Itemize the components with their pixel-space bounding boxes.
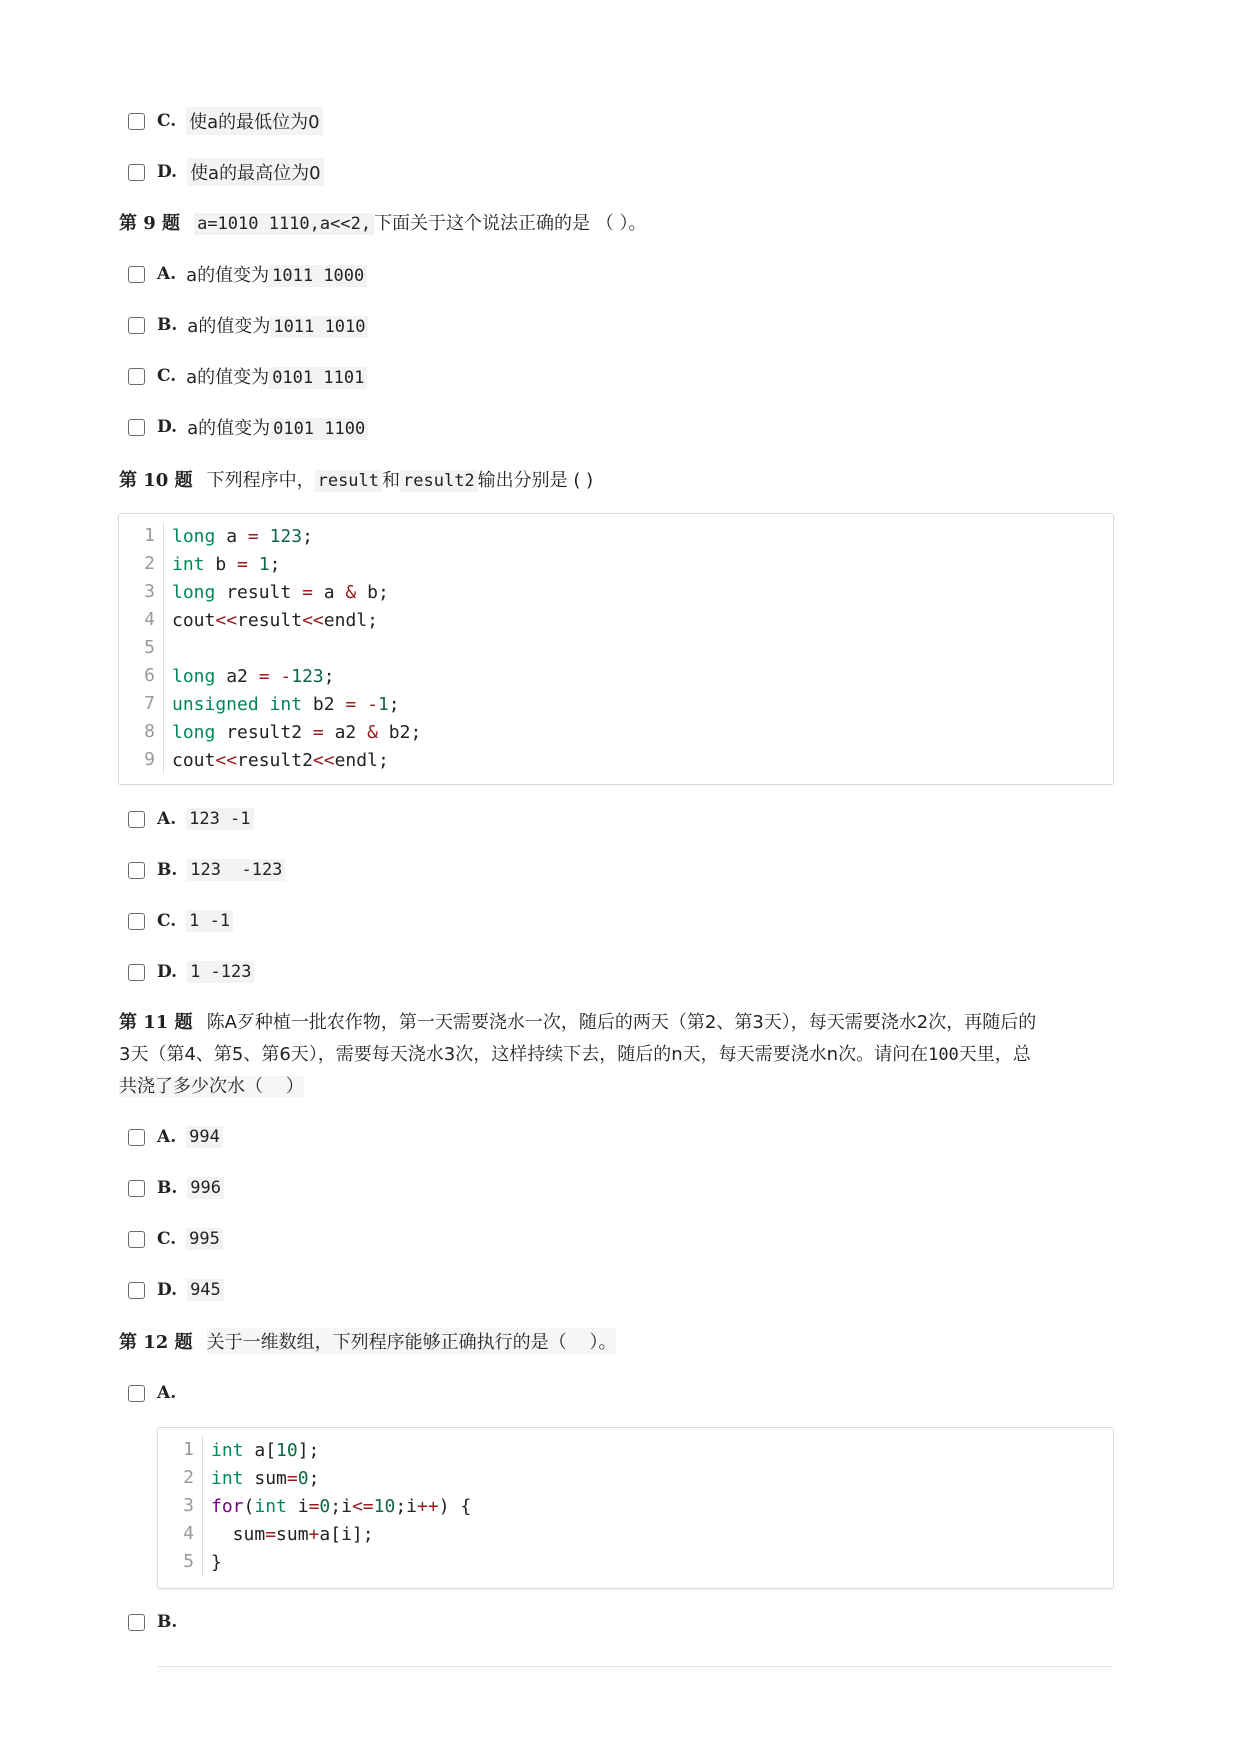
option-text (187, 312, 368, 338)
checkbox[interactable] (128, 368, 145, 385)
checkbox[interactable] (128, 964, 145, 981)
option-code: 1 -123 (187, 961, 254, 983)
code-text: long a2 = -123; (172, 665, 335, 687)
code-lines (119, 522, 421, 774)
code-text: int a[10]; (211, 1439, 320, 1461)
q10-heading (119, 465, 593, 493)
q10-option-a[interactable] (128, 806, 254, 832)
checkbox[interactable] (128, 113, 145, 130)
code-text: unsigned int b2 = -1; (172, 693, 400, 715)
checkbox[interactable] (128, 317, 145, 334)
checkbox[interactable] (128, 1129, 145, 1146)
option-letter: C. (157, 366, 177, 386)
q8-option-d[interactable] (128, 159, 324, 185)
question-number: 第 9 题 (119, 213, 181, 234)
question-number: 第 12 题 (119, 1332, 193, 1353)
option-text: 使a的最高位为0 (187, 158, 323, 186)
option-code: 994 (186, 1126, 223, 1148)
line-number: 8 (119, 718, 164, 746)
question-text (194, 209, 646, 235)
q9-heading (119, 208, 647, 236)
option-letter: A. (157, 809, 177, 829)
checkbox[interactable] (128, 164, 145, 181)
q10-option-c[interactable] (128, 908, 233, 934)
code-line (158, 1492, 471, 1520)
code-text: cout<<result<<endl; (172, 609, 378, 631)
question-text-part: 陈A歹种植一批农作物，第一天需要浇水一次，随后的两天（第2、第3天），每天需要浇水2次，再随后的 (206, 1012, 1037, 1033)
code-text: sum=sum+a[i]; (211, 1523, 374, 1545)
option-code: 123 -123 (187, 859, 285, 881)
option-code: 995 (186, 1228, 223, 1250)
code-line (119, 522, 421, 550)
q11-line-2 (119, 1039, 1119, 1071)
q11-line-1 (119, 1007, 1119, 1039)
option-prefix: a的值变为 (186, 265, 270, 286)
checkbox[interactable] (128, 1231, 145, 1248)
q12-option-a[interactable] (128, 1380, 186, 1406)
checkbox[interactable] (128, 811, 145, 828)
q11-option-b[interactable] (128, 1175, 224, 1201)
option-text (187, 414, 368, 440)
line-number: 4 (119, 606, 164, 634)
line-number: 6 (119, 662, 164, 690)
question-text-part: 天里，总 (958, 1044, 1031, 1065)
checkbox[interactable] (128, 266, 145, 283)
option-letter: B. (157, 315, 178, 335)
option-letter: C. (157, 1229, 177, 1249)
checkbox[interactable] (128, 913, 145, 930)
option-letter: A. (157, 1383, 177, 1403)
option-code: 0101 1101 (269, 367, 367, 389)
option-code: 945 (187, 1279, 224, 1301)
option-code: 0101 1100 (270, 418, 368, 440)
line-number: 3 (158, 1492, 203, 1520)
line-number: 7 (119, 690, 164, 718)
checkbox[interactable] (128, 1614, 145, 1631)
code-text: cout<<result2<<endl; (172, 749, 389, 771)
question-code: 100 (928, 1045, 959, 1065)
q12-option-b[interactable] (128, 1609, 187, 1635)
code-line (119, 662, 421, 690)
code-text (164, 638, 183, 659)
option-prefix: a的值变为 (186, 367, 270, 388)
q12-option-a-code-block (157, 1427, 1114, 1589)
q9-option-b[interactable] (128, 312, 368, 338)
q11-heading (119, 1007, 1119, 1103)
q10-option-d[interactable] (128, 959, 254, 985)
code-line (119, 634, 421, 662)
option-letter: D. (157, 1280, 178, 1300)
option-letter: C. (157, 911, 177, 931)
line-number: 3 (119, 578, 164, 606)
checkbox[interactable] (128, 1180, 145, 1197)
question-text-part: 3天（第4、第5、第6天），需要每天浇水3次，这样持续下去，随后的n天，每天需要浇水n次。请问在 (119, 1044, 929, 1065)
code-text: for(int i=0;i<=10;i++) { (211, 1495, 472, 1517)
checkbox[interactable] (128, 862, 145, 879)
line-number: 5 (158, 1548, 203, 1576)
option-letter: D. (157, 162, 178, 182)
code-text: long a = 123; (172, 525, 313, 547)
option-code: 1011 1000 (269, 265, 367, 287)
code-line (158, 1548, 471, 1576)
option-prefix: a的值变为 (187, 316, 271, 337)
code-text: } (211, 1551, 222, 1573)
q8-option-c[interactable] (128, 108, 323, 134)
q11-option-a[interactable] (128, 1124, 223, 1150)
option-prefix: a的值变为 (187, 418, 271, 439)
question-text-part: 下列程序中， (206, 470, 315, 491)
option-letter: B. (157, 860, 178, 880)
question-text-part: 共浇了多少次水（ ） (119, 1076, 304, 1097)
line-number: 5 (119, 634, 164, 662)
question-number: 第 11 题 (119, 1012, 193, 1033)
q11-option-d[interactable] (128, 1277, 224, 1303)
question-code: a=1010 1110,a<<2, (194, 213, 374, 235)
question-code: result (315, 470, 382, 492)
option-text (186, 363, 367, 389)
option-code: 123 -1 (186, 808, 253, 830)
option-letter: B. (157, 1612, 178, 1632)
checkbox[interactable] (128, 419, 145, 436)
divider (158, 1666, 1112, 1667)
option-text (186, 261, 367, 287)
code-text: int sum=0; (211, 1467, 320, 1489)
code-text: int b = 1; (172, 553, 281, 575)
q10-option-b[interactable] (128, 857, 285, 883)
line-number: 9 (119, 746, 164, 774)
question-text: 关于一维数组，下列程序能够正确执行的是（ ）。 (207, 1328, 617, 1354)
option-code: 1011 1010 (270, 316, 368, 338)
question-text-part: 输出分别是 ( ) (477, 470, 594, 491)
q9-option-c[interactable] (128, 363, 367, 389)
code-line (158, 1436, 471, 1464)
code-text: long result2 = a2 & b2; (172, 721, 422, 743)
code-line (119, 718, 421, 746)
checkbox[interactable] (128, 1282, 145, 1299)
code-lines (158, 1436, 471, 1576)
q12-heading (119, 1327, 616, 1355)
q9-option-d[interactable] (128, 414, 368, 440)
code-line (119, 746, 421, 774)
option-letter: A. (157, 264, 177, 284)
option-text: 使a的最低位为0 (186, 107, 322, 135)
checkbox[interactable] (128, 1385, 145, 1402)
option-letter: B. (157, 1178, 178, 1198)
question-text (207, 466, 594, 492)
line-number: 4 (158, 1520, 203, 1548)
code-line (119, 550, 421, 578)
line-number: 1 (119, 522, 164, 550)
question-text-part: 和 (382, 470, 401, 491)
code-line (119, 606, 421, 634)
code-line (158, 1520, 471, 1548)
line-number: 2 (158, 1464, 203, 1492)
option-code: 996 (187, 1177, 224, 1199)
q11-option-c[interactable] (128, 1226, 223, 1252)
code-text: long result = a & b; (172, 581, 389, 603)
code-line (158, 1464, 471, 1492)
q10-code-block (118, 513, 1114, 785)
q9-option-a[interactable] (128, 261, 367, 287)
line-number: 2 (119, 550, 164, 578)
question-text-body: 下面关于这个说法正确的是 （ ）。 (374, 213, 647, 234)
question-number: 第 10 题 (119, 470, 193, 491)
line-number: 1 (158, 1436, 203, 1464)
option-letter: C. (157, 111, 177, 131)
option-code: 1 -1 (186, 910, 233, 932)
option-letter: D. (157, 417, 178, 437)
option-letter: D. (157, 962, 178, 982)
option-letter: A. (157, 1127, 177, 1147)
code-line (119, 578, 421, 606)
code-line (119, 690, 421, 718)
q11-line-3 (119, 1071, 1119, 1103)
question-code: result2 (400, 470, 478, 492)
